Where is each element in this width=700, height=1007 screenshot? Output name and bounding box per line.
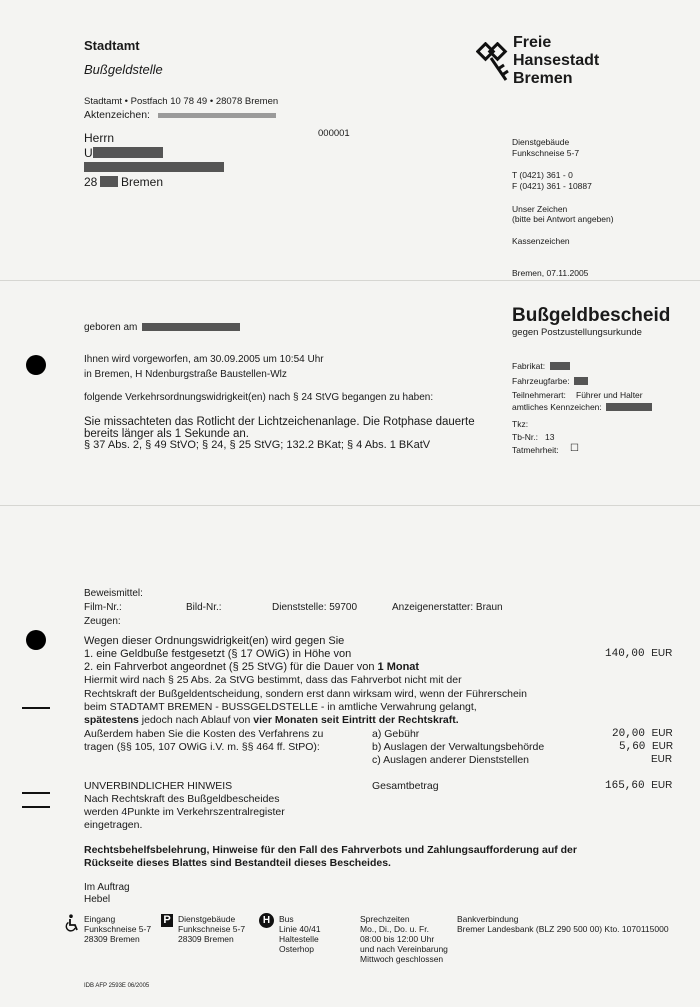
vehicle-color-redacted [574,377,588,385]
sender-department: Bußgeldstelle [84,62,163,77]
ban-latest: spätestens [84,714,139,726]
ban-paragraph-3: beim STADTAMT BREMEN - BUSSGELDSTELLE - in amtliche Verwahrung gelangt, [84,701,477,713]
recipient-postcode-prefix: 28 [84,175,98,189]
footer-building [178,914,245,944]
logo-line-1: Freie [513,34,552,51]
punch-hole-lower [26,630,46,650]
legal-remedy-line-2: Rückseite dieses Blattes sind Bestandteil dieses Bescheides. [84,857,391,869]
reference-label: Unser Zeichen [512,204,568,214]
bremen-key-logo-icon [476,42,510,84]
total-currency: EUR [651,780,673,791]
fee-a-amount [612,728,673,740]
total-amount [605,780,672,792]
driving-ban-line [84,661,419,673]
wheelchair-icon [64,914,80,932]
cash-reference-label: Kassenzeichen [512,236,570,246]
footer-building-2: Funkschneise 5-7 [178,924,246,934]
footer-hours-4: und nach Vereinbarung [360,944,448,954]
footer-bus-3: Haltestelle [279,934,319,944]
notice-line-3: eingetragen. [84,819,143,831]
fee-b-value: 5,60 [619,741,646,753]
ban-paragraph-4 [84,714,459,726]
paper-fold-bottom [0,505,700,506]
footer-bus [279,914,321,954]
image-number-label: Bild-Nr.: [186,602,222,613]
fee-c-currency: EUR [651,754,673,765]
sender-office: Stadtamt [84,38,140,53]
fine-amount-value: 140,00 [605,648,645,660]
footer-hours-2: Mo., Di., Do. u. Fr. [360,924,429,934]
footer-entrance [84,914,151,944]
recipient-postcode-redacted [100,176,118,187]
page-code: 000001 [318,128,350,139]
tb-number-value: 13 [545,432,555,442]
costs-line-1: Außerdem haben Sie die Kosten des Verfahrens zu [84,728,324,740]
punch-hole-upper [26,355,46,375]
legal-remedy-line-1: Rechtsbehelfsbelehrung, Hinweise für den Fall des Fahrverbots und Zahlungsaufforderung auf der [84,844,577,856]
form-id: IDB AFP 2593E 06/2005 [84,983,150,989]
footer-entrance-2: Funkschneise 5-7 [84,924,152,934]
fold-mark [22,707,50,709]
footer-hours-5: Mittwoch geschlossen [360,954,444,964]
return-address: Stadtamt • Postfach 10 78 49 • 28078 Bremen [84,96,279,107]
recipient-city: Bremen [121,175,164,189]
letter-date: Bremen, 07.11.2005 [512,268,589,278]
vehicle-make-label: Fabrikat: [512,361,546,371]
footer-building-1: Dienstgebäude [178,914,236,924]
document-title: Bußgeldbescheid [512,305,671,326]
file-number-redacted [158,113,276,118]
footer-hours [360,914,448,964]
birth-date-label: geboren am [84,322,138,333]
fine-amount-currency: EUR [651,648,673,659]
offense-time: Ihnen wird vorgeworfen, am 30.09.2005 um 10:54 Uhr [84,354,324,365]
vehicle-make-redacted [550,362,570,370]
decision-intro: Wegen dieser Ordnungswidrigkeit(en) wird gegen Sie [84,635,345,647]
office-building-street: Funkschneise 5-7 [512,148,580,158]
footer-bank-2: Bremer Landesbank (BLZ 290 500 00) Kto. 1070115000 [457,924,669,934]
fee-a-label: a) Gebühr [372,728,420,740]
vehicle-color-label: Fahrzeugfarbe: [512,376,570,386]
notice-title: UNVERBINDLICHER HINWEIS [84,780,233,792]
witness-label: Zeugen: [84,616,121,627]
evidence-label: Beweismittel: [84,588,143,599]
station-label: Dienststelle: 59700 [272,602,358,613]
ban-paragraph-2: Rechtskraft der Bußgeldentscheidung, sondern erst dann wirksam wird, wenn der Führerschein [84,688,527,700]
tb-number-label: Tb-Nr.: [512,432,538,442]
punch-mark-second [22,806,50,808]
fee-a-currency: EUR [651,728,673,739]
recipient-salutation: Herrn [84,131,115,145]
fine-amount [605,648,672,660]
footer-bank [457,914,669,934]
office-phone: T (0421) 361 - 0 [512,170,573,180]
tkz-label: Tkz: [512,419,529,429]
footer-hours-1: Sprechzeiten [360,914,410,924]
offense-description-2: bereits länger als 1 Sekunde an. [84,428,249,440]
participant-role-label: Teilnehmerart: [512,390,566,400]
multiple-offense-label: Tatmehrheit: [512,445,559,455]
recipient-name-prefix: U [84,146,93,160]
driving-ban-text: 2. ein Fahrverbot angeordnet (§ 25 StVG) für die Dauer von [84,661,375,673]
bus-stop-icon: H [259,913,274,928]
parking-icon: P [161,914,173,927]
recipient-street-redacted [84,162,224,172]
office-fax: F (0421) 361 - 10887 [512,181,592,191]
offense-location: in Bremen, H Ndenburgstraße Baustellen-Wlz [84,369,287,380]
footer-bus-1: Bus [279,914,294,924]
footer-entrance-1: Eingang [84,914,116,924]
document-subtitle: gegen Postzustellungsurkunde [512,327,642,338]
ban-paragraph-1: Hiermit wird nach § 25 Abs. 2a StVG bestimmt, dass das Fahrverbot nicht mit der [84,674,462,686]
multiple-offense-checkbox: ☐ [570,443,579,454]
footer-bus-2: Linie 40/41 [279,924,321,934]
reference-note: (bitte bei Antwort angeben) [512,214,614,224]
signature-label: Im Auftrag [84,882,130,893]
license-plate-redacted [606,403,652,411]
footer-bank-1: Bankverbindung [457,914,519,924]
footer-bus-4: Osterhop [279,944,314,954]
total-value: 165,60 [605,780,645,792]
logo-line-2: Hansestadt [513,52,600,69]
fee-b-amount [619,741,673,753]
logo-line-3: Bremen [513,70,573,87]
offense-description-1: Sie missachteten das Rotlicht der Lichtzeichenanlage. Die Rotphase dauerte [84,416,475,428]
ban-latest-mid: jedoch nach Ablauf von [138,714,254,726]
film-number-label: Film-Nr.: [84,602,122,613]
notice-line-2: werden 4Punkte im Verkehrszentralregister [84,806,285,818]
paper-fold-top [0,280,700,281]
driving-ban-duration: 1 Monat [377,661,420,673]
fee-c-label: c) Auslagen anderer Dienststellen [372,754,530,766]
footer-building-3: 28309 Bremen [178,934,234,944]
total-label: Gesamtbetrag [372,780,439,792]
costs-line-2: tragen (§§ 105, 107 OWiG i.V. m. §§ 464 ff. StPO): [84,741,320,753]
fine-line: 1. eine Geldbuße festgesetzt (§ 17 OWiG) in Höhe von [84,648,352,660]
reporter-label: Anzeigenerstatter: Braun [392,602,503,613]
fee-a-value: 20,00 [612,728,646,740]
fee-b-label: b) Auslagen der Verwaltungsbehörde [372,741,545,753]
participant-role-value: Führer und Halter [576,390,643,400]
license-plate-label: amtliches Kennzeichen: [512,402,602,412]
fee-b-currency: EUR [652,741,674,752]
ban-latest-end: vier Monaten seit Eintritt der Rechtskraft. [253,714,459,726]
recipient-name-redacted [93,147,163,158]
notice-line-1: Nach Rechtskraft des Bußgeldbescheides [84,793,280,805]
signature-name: Hebel [84,894,111,905]
offense-law-intro: folgende Verkehrsordnungswidrigkeit(en) nach § 24 StVG begangen zu haben: [84,392,434,403]
footer-hours-3: 08:00 bis 12:00 Uhr [360,934,435,944]
birth-date-redacted [142,323,240,331]
file-number-label: Aktenzeichen: [84,109,150,121]
punch-mark [22,792,50,794]
offense-legal-refs: § 37 Abs. 2, § 49 StVO; § 24, § 25 StVG; 132.2 BKat; § 4 Abs. 1 BKatV [84,439,431,451]
logo-text [513,34,599,88]
footer-entrance-3: 28309 Bremen [84,934,140,944]
office-building-label: Dienstgebäude [512,137,570,147]
